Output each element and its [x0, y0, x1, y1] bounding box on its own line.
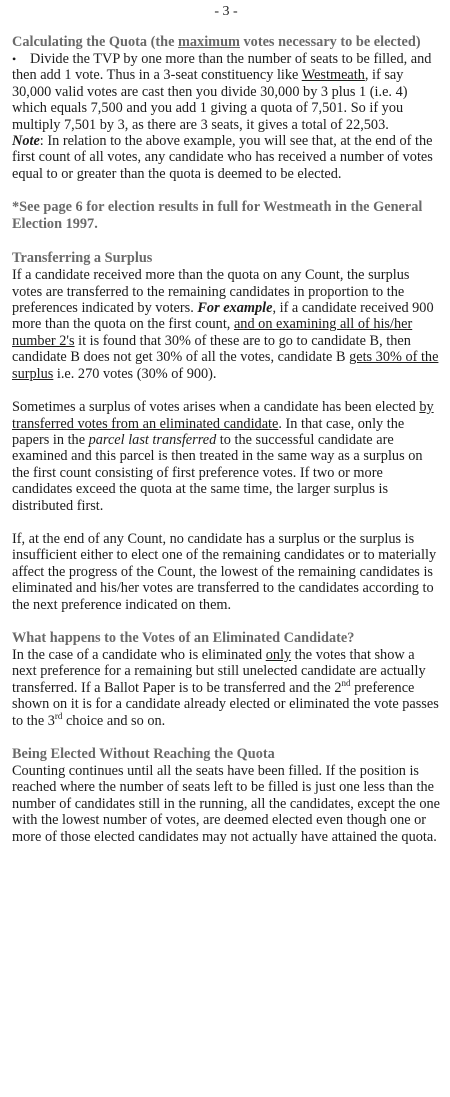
- surplus-text-4: i.e. 270 votes (30% of 900).: [53, 365, 217, 382]
- elim-text-1: In the case of a candidate who is eliminated: [12, 646, 266, 663]
- surplus-underlined-1: and on examining all of his/her number 2's: [12, 316, 413, 349]
- elim-text-3: preference shown on it is for a candidate already elected or eliminated the vote passes to the 3: [12, 679, 439, 729]
- surplus2-text-3: to the successful candidate are examined and this parcel is then treated in the same way as a surplus on the first count consisting of first preference votes. If two or more candidates exceed the quota at the same time, the larger surplus is distributed first.: [12, 431, 423, 514]
- surplus-text-1: If a candidate received more than the quota on any Count, the surplus votes are transferred to the remaining candidates in proportion to the preferences indicated by voters.: [12, 267, 410, 317]
- eliminated-paragraph: [12, 647, 440, 729]
- surplus-text-3: it is found that 30% of these are to go to candidate B, then candidate B does not get 30% of all the votes, candidate B: [12, 332, 411, 366]
- note-paragraph: [12, 133, 440, 182]
- surplus-text-2: , if a candidate received 900 more than the quota on the first count,: [12, 300, 434, 333]
- surplus2-text-2: . In that case, only the papers in the: [12, 415, 405, 448]
- westmeath-underlined: Westmeath: [301, 67, 365, 84]
- elim-sup-rd: rd: [54, 710, 63, 721]
- elim-sup-nd: nd: [341, 678, 351, 689]
- heading-transferring-surplus: Transferring a Surplus: [12, 250, 153, 267]
- quota-text-2: , if say 30,000 valid votes are cast then you divide 30,000 by 3 plus 1 (i.e. 4) which equals 7,500 and you add 1 giving a quota of 7,501. So if you multiply 7,501 by 3, as there are 3 seats, it gives a total of 22,503.: [12, 67, 408, 133]
- for-example-label: For example: [197, 300, 273, 317]
- heading-elected-without-quota: Being Elected Without Reaching the Quota: [12, 746, 275, 762]
- elim-text-2: the votes that show a next preference for a remaining but still unelected candidate are actually transferred. If a Ballot Paper is to be transferred and the 2: [12, 646, 426, 696]
- elected-paragraph: Counting continues until all the seats have been filled. If the position is reached where the number of seats left to be filled is just one less than the number of candidates still in the running, all the candidates, except the one with the lowest number of votes, are deemed elected even though one or more of those elected candidates may not actually have attained the quota.: [12, 763, 440, 845]
- note-text: : In relation to the above example, you will see that, at the end of the first count of all votes, any candidate who has received a number of votes equal to or greater than the quota is deemed to be elected.: [12, 133, 433, 182]
- elim-text-4: choice and so on.: [62, 712, 166, 729]
- quota-paragraph: [12, 51, 440, 133]
- note-label: Note: [12, 133, 40, 150]
- surplus-paragraph-3: If, at the end of any Count, no candidate has a surplus or the surplus is insufficient either to elect one of the remaining candidates or to materially affect the progress of the Count, the lowest of the remaining candidates is eliminated and his/her votes are transferred to the candidates according to the next preference indicated on them.: [12, 530, 437, 613]
- surplus2-underlined: by transferred votes from an eliminated candidate: [12, 399, 434, 432]
- heading-eliminated-candidate: What happens to the Votes of an Eliminated Candidate?: [12, 629, 355, 646]
- page-number: - 3 -: [214, 4, 238, 19]
- surplus-paragraph-2: [12, 399, 440, 514]
- see-page-note: *See page 6 for election results in full for Westmeath in the General Election 1997.: [12, 199, 423, 233]
- parcel-italic: parcel last transferred: [88, 431, 217, 448]
- heading-text-end: votes necessary to be elected): [239, 34, 421, 50]
- heading-calculating-quota: [12, 34, 440, 51]
- elim-underlined: only: [265, 646, 292, 663]
- heading-text: Calculating the Quota (the: [12, 34, 178, 50]
- surplus-underlined-2: gets 30% of the surplus: [12, 349, 439, 382]
- heading-underlined-word: maximum: [178, 34, 240, 50]
- quota-text-1: Divide the TVP by one more than the number of seats to be filled, and then add 1 vote. Thus in a 3-seat constituency like: [12, 51, 432, 84]
- surplus2-text-1: Sometimes a surplus of votes arises when a candidate has been elected: [12, 399, 420, 416]
- bullet-icon: •: [12, 52, 17, 66]
- surplus-paragraph-1: [12, 267, 440, 382]
